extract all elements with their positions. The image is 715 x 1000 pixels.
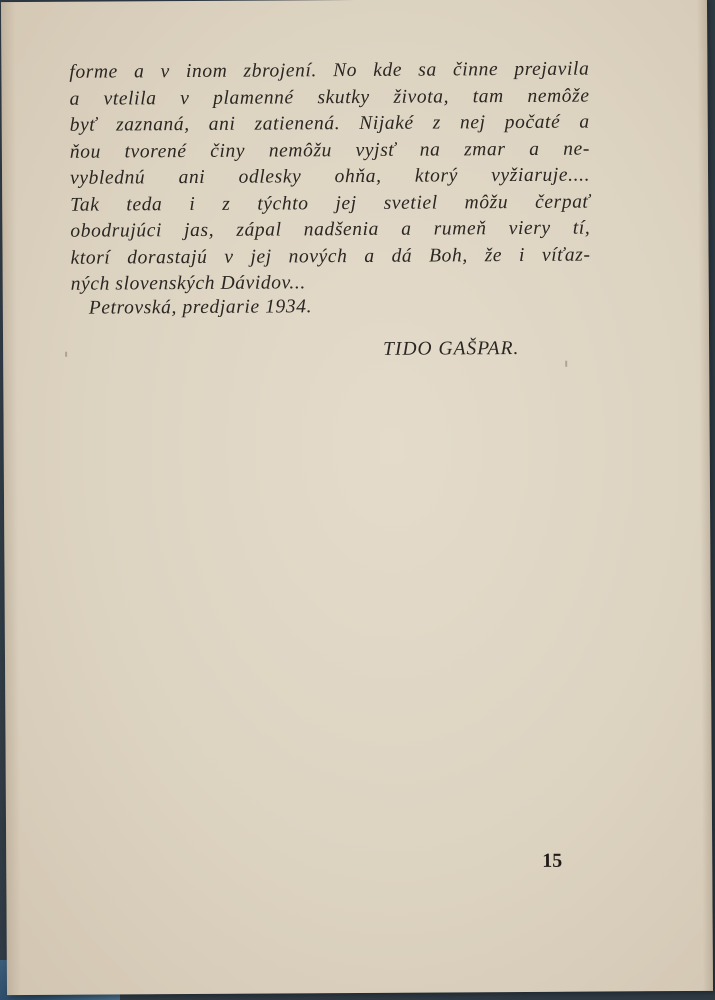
paragraph-line: byť zaznaná, ani zatienená. Nijaké z nej počaté a [69,111,590,136]
page-shadow-right [697,0,713,991]
paper-speck [65,352,67,357]
paragraph-line: ktorí dorastajú v jej nových a dá Boh, že i víťaz- [70,244,591,269]
paragraph-line: Tak teda i z týchto jej svetiel môžu čerpať [70,191,591,216]
page-number: 15 [542,849,563,872]
paragraph-line: obodrujúci jas, zápal nadšenia a rumeň viery tí, [70,217,591,242]
paragraph-line: a vtelila v plamenné skutky života, tam nemôže [69,85,590,110]
paragraph-line: vyblednú ani odlesky ohňa, ktorý vyžiaruje.... [69,164,591,189]
dateline: Petrovská, predjarie 1934. [88,296,313,319]
paragraph-line: forme a v inom zbrojení. No kde sa činne prejavila [69,58,590,83]
paragraph-line: ných slovenských Dávidov... [70,272,306,295]
page-shadow-left [1,2,21,995]
body-paragraph [69,57,590,299]
author-signature: TIDO GAŠPAR. [383,338,520,360]
paragraph-line: ňou tvorené činy nemôžu vyjsť na zmar a ne- [69,138,590,163]
paper-speck [565,361,567,367]
book-page [1,0,713,995]
